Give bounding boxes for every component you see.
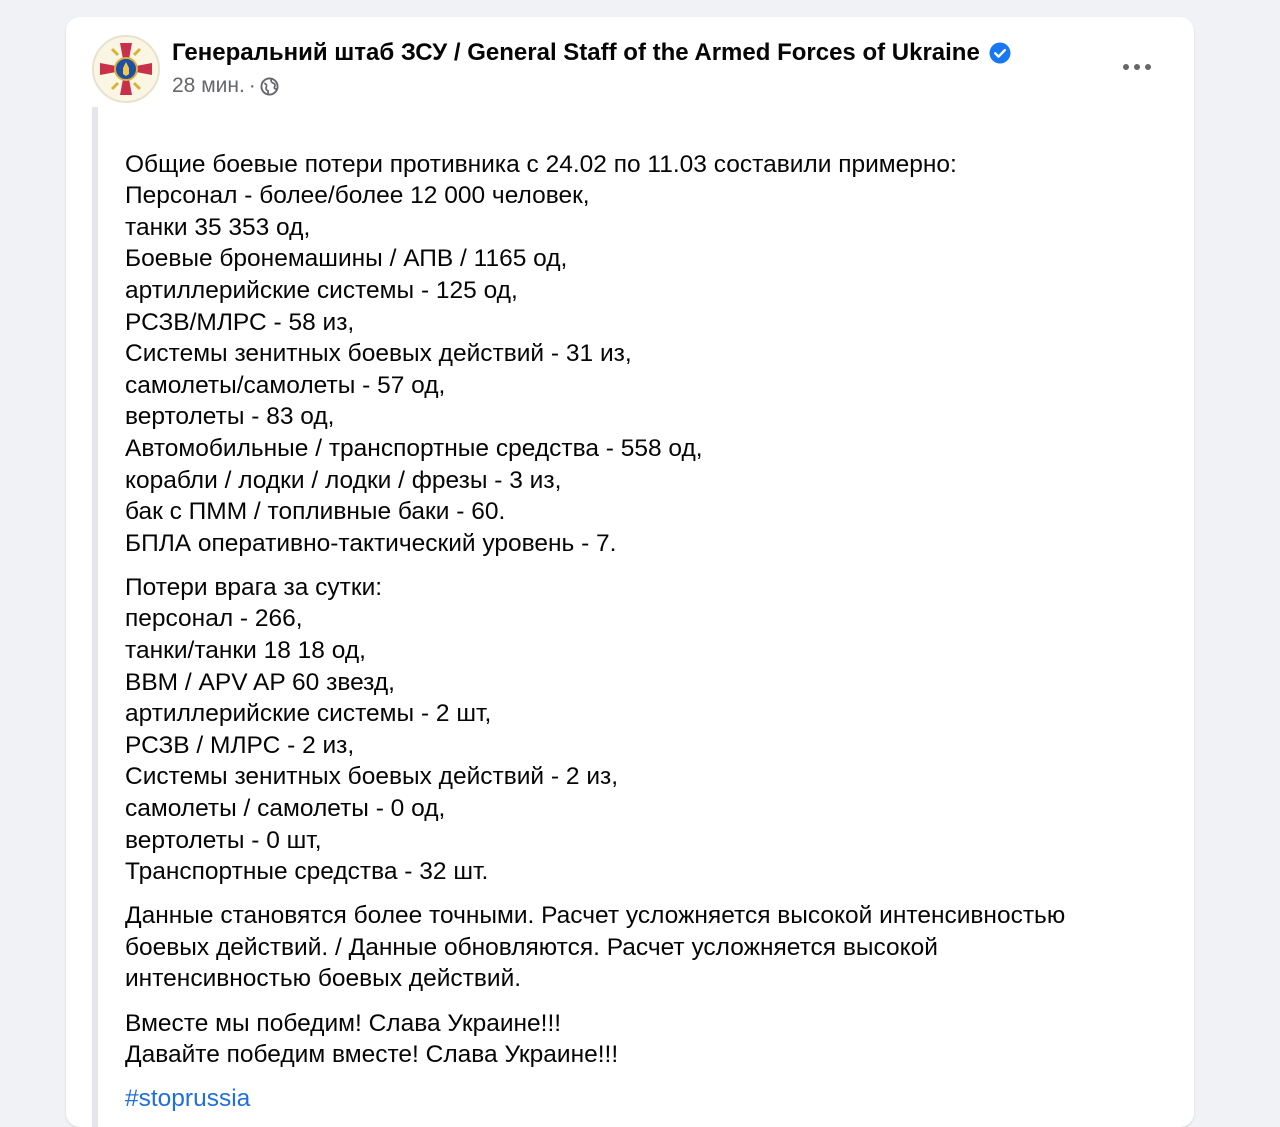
list-item: артиллерийские системы - 2 шт,	[125, 700, 492, 728]
list-item: Транспортные средства - 32 шт.	[125, 858, 489, 886]
data-note	[125, 900, 1165, 995]
list-item: Системы зенитных боевых действий - 31 из,	[125, 340, 632, 368]
headline-text: Общие боевые потери противника с 24.02 по 11.03 составили примерно:	[125, 150, 957, 178]
page-avatar[interactable]	[92, 35, 160, 103]
note-line: интенсивностью боевых действий.	[125, 965, 522, 993]
page-name[interactable]	[172, 39, 1011, 67]
note-line: боевых действий. / Данные обновляются. Расчет усложняется высокой	[125, 933, 938, 961]
ukraine-flag-icon	[125, 125, 151, 141]
list-item: персонал - 266,	[125, 605, 303, 633]
hashtag-link[interactable]: #stoprussia	[125, 1085, 251, 1113]
hashtag-row	[125, 1083, 1165, 1115]
total-losses-list	[125, 180, 1165, 559]
list-item: артиллерийские системы - 125 од,	[125, 276, 518, 304]
list-item: Персонал - более/более 12 000 человек,	[125, 182, 590, 210]
closing-line: Вместе мы победим! Слава Украине!!!	[125, 1009, 562, 1037]
post-body	[125, 117, 1165, 1115]
post-meta	[172, 74, 279, 98]
closing-message	[125, 1008, 1165, 1071]
list-item: РСЗВ/МЛРС - 58 из,	[125, 308, 355, 336]
list-item: танки/танки 18 18 од,	[125, 637, 366, 664]
list-item: корабли / лодки / лодки / фрезы - 3 из,	[125, 466, 562, 494]
page-name-text[interactable]: Генеральний штаб ЗСУ / General Staff of the Armed Forces of Ukraine	[172, 39, 980, 66]
post-timestamp[interactable]: 28 мин.	[172, 74, 245, 97]
more-options-button[interactable]	[1117, 52, 1157, 82]
more-options-icon	[1122, 63, 1152, 71]
list-item: ВВМ / APV AP 60 звезд,	[125, 668, 395, 696]
verified-badge-icon	[989, 42, 1011, 64]
list-item: Боевые бронемашины / АПВ / 1165 од,	[125, 245, 568, 273]
post-card	[66, 17, 1194, 1127]
list-item: Системы зенитных боевых действий - 2 из,	[125, 763, 619, 791]
globe-icon[interactable]	[260, 77, 279, 96]
daily-losses-heading: Потери врага за сутки:	[125, 573, 383, 601]
list-item: самолеты/самолеты - 57 од,	[125, 371, 446, 399]
meta-separator: ·	[248, 74, 256, 97]
list-item: самолеты / самолеты - 0 од,	[125, 794, 446, 822]
general-staff-emblem-icon	[94, 37, 158, 101]
list-item: вертолеты - 83 од,	[125, 403, 335, 431]
post-headline	[125, 117, 1165, 149]
list-item: Автомобильные / транспортные средства - 558 од,	[125, 434, 703, 462]
list-item: РСЗВ / МЛРС - 2 из,	[125, 731, 355, 759]
daily-losses-list	[125, 572, 1165, 888]
closing-line: Давайте победим вместе! Слава Украине!!!	[125, 1041, 619, 1069]
note-line: Данные становятся более точными. Расчет усложняется высокой интенсивностью	[125, 902, 1066, 930]
quote-bar	[92, 107, 98, 1127]
list-item: вертолеты - 0 шт,	[125, 826, 322, 854]
list-item: бак с ПММ / топливные баки - 60.	[125, 498, 506, 526]
list-item: танки 35 353 од,	[125, 213, 311, 241]
list-item: БПЛА оперативно-тактический уровень - 7.	[125, 529, 617, 557]
